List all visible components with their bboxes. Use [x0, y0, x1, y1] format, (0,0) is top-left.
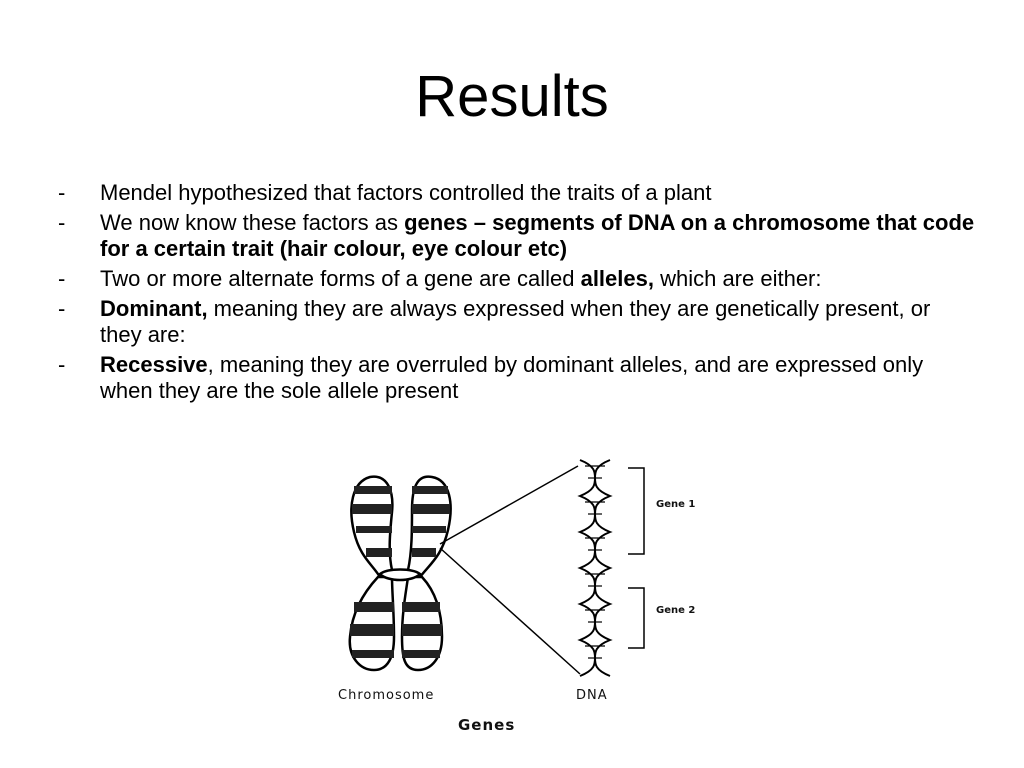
bullet-item	[56, 296, 976, 348]
bullet-item	[56, 352, 976, 404]
bullet-bold-text: Dominant,	[100, 296, 208, 321]
bullet-item	[56, 266, 976, 292]
chromosome-label: Chromosome	[338, 688, 435, 703]
bullet-text: We now know these factors as	[100, 210, 405, 235]
chromosome-dna-figure	[330, 452, 730, 742]
gene2-label: Gene 2	[656, 605, 696, 616]
bullet-dash: -	[58, 296, 66, 321]
bullet-dash: -	[58, 266, 66, 291]
bullet-bold-text: Recessive	[100, 352, 208, 377]
bullet-text: Mendel hypothesized that factors controlled the traits of a plant	[100, 180, 712, 205]
bullet-text: which are either:	[653, 266, 822, 291]
bullet-item	[56, 210, 976, 262]
bullet-text: Two or more alternate forms of a gene are called	[100, 266, 581, 291]
genes-caption: Genes	[458, 716, 516, 734]
connector-lines	[440, 466, 580, 674]
bullet-bold-text: genes – segments of DNA on a chromosome that code for a certain trait (hair colour, eye colour etc)	[100, 210, 975, 261]
dna-label: DNA	[576, 688, 608, 703]
bullet-bold-text: alleles,	[580, 266, 654, 291]
slide-title: Results	[415, 64, 609, 129]
bullet-text: , meaning they are overruled by dominant alleles, and are expressed only when they are the sole allele present	[100, 352, 924, 403]
bullet-dash: -	[58, 352, 66, 377]
gene1-label: Gene 1	[656, 499, 696, 510]
bullet-dash: -	[58, 210, 66, 235]
bullet-dash: -	[58, 180, 66, 205]
gene-brackets	[628, 468, 644, 648]
bullet-list	[56, 180, 976, 408]
bullet-text: meaning they are always expressed when they are genetically present, or they are:	[100, 296, 931, 347]
dna-helix-icon	[580, 460, 610, 676]
bullet-item	[56, 180, 976, 206]
